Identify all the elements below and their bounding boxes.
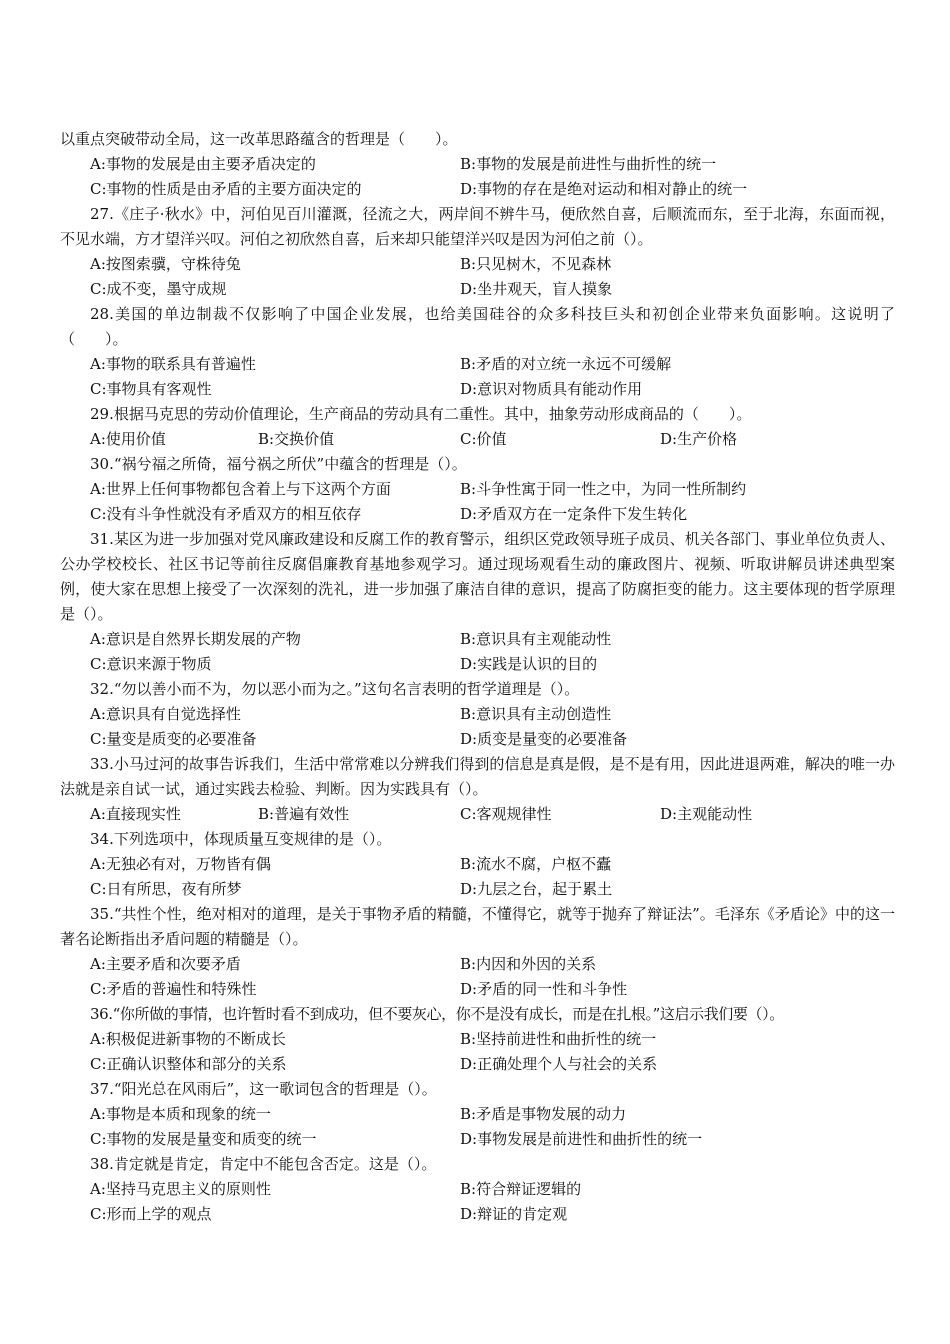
question-text: 31.某区为进一步加强对党风廉政建设和反腐工作的教育警示，组织区党政领导班子成员、机关各部门、事业单位负责人、公办学校校长、社区书记等前往反腐倡廉教育基地参观学习。通过现场观看生动的廉政图片、视频、听取讲解员讲述典型案例，使大家在思想上接受了一次深刻的洗礼，进一步加强了廉洁自律的意识，提高了防腐拒变的能力。这主要体现的哲学原理是（）。 — [60, 530, 895, 623]
question-35 — [60, 902, 895, 1002]
question-27 — [60, 202, 895, 302]
option-d: D:坐井观天，盲人摸象 — [460, 280, 613, 298]
option-a: A:积极促进新事物的不断成长 — [90, 1030, 286, 1048]
option-c: C:日有所思，夜有所梦 — [90, 880, 242, 898]
option-c: C:形而上学的观点 — [90, 1205, 212, 1223]
question-text: 33.小马过河的故事告诉我们，生活中常常难以分辨我们得到的信息是真是假，是不是有用，因此进退两难，解决的唯一办法就是亲自试一试，通过实践去检验、判断。因为实践具有（）。 — [60, 755, 895, 798]
option-d: D:矛盾双方在一定条件下发生转化 — [460, 505, 688, 523]
option-a: A:坚持马克思主义的原则性 — [90, 1180, 271, 1198]
option-row — [60, 1202, 895, 1227]
option-row — [60, 852, 895, 877]
option-b: B:斗争性寓于同一性之中，为同一性所制约 — [460, 480, 747, 498]
option-row — [60, 1127, 895, 1152]
option-d: D:矛盾的同一性和斗争性 — [460, 980, 628, 998]
option-b: B:意识具有主观能动性 — [460, 630, 612, 648]
option-row — [60, 277, 895, 302]
option-c: C:事物的性质是由矛盾的主要方面决定的 — [90, 180, 362, 198]
option-a: A:事物的联系具有普遍性 — [90, 355, 256, 373]
option-a: A:直接现实性 — [90, 805, 181, 823]
option-b: B:矛盾的对立统一永远不可缓解 — [460, 355, 672, 373]
option-d: D:事物的存在是绝对运动和相对静止的统一 — [460, 180, 748, 198]
option-a: A:事物是本质和现象的统一 — [90, 1105, 271, 1123]
question-38 — [60, 1152, 895, 1227]
question-33 — [60, 752, 895, 827]
option-row — [60, 177, 895, 202]
option-row — [60, 652, 895, 677]
option-a: A:按图索骥，守株待兔 — [90, 255, 241, 273]
option-a: A:事物的发展是由主要矛盾决定的 — [90, 155, 316, 173]
option-d: D:实践是认识的目的 — [460, 655, 598, 673]
question-34 — [60, 827, 895, 902]
option-c: C:意识来源于物质 — [90, 655, 212, 673]
question-text: 以重点突破带动全局，这一改革思路蕴含的哲理是（ ）。 — [60, 130, 458, 148]
question-26-continued — [60, 127, 895, 202]
question-37 — [60, 1077, 895, 1152]
option-d: D:意识对物质具有能动作用 — [460, 380, 643, 398]
option-c: C:正确认识整体和部分的关系 — [90, 1055, 287, 1073]
question-text: 36.“你所做的事情，也许暂时看不到成功，但不要灰心，你不是没有成长，而是在扎根。”这启示我们要（）。 — [90, 1005, 784, 1023]
option-row — [60, 427, 895, 452]
option-row — [60, 502, 895, 527]
option-a: A:主要矛盾和次要矛盾 — [90, 955, 241, 973]
option-row — [60, 1102, 895, 1127]
option-row — [60, 252, 895, 277]
option-b: B:流水不腐，户枢不蠹 — [460, 855, 612, 873]
option-b: B:符合辩证逻辑的 — [460, 1180, 582, 1198]
question-text: 37.“阳光总在风雨后”，这一歌词包含的哲理是（）。 — [90, 1080, 437, 1098]
question-30 — [60, 452, 895, 527]
option-row — [60, 1177, 895, 1202]
option-row — [60, 977, 895, 1002]
question-text: 35.“共性个性，绝对相对的道理，是关于事物矛盾的精髓，不懂得它，就等于抛弃了辩证法”。毛泽东《矛盾论》中的这一著名论断指出矛盾问题的精髓是（）。 — [60, 905, 895, 948]
question-text: 29.根据马克思的劳动价值理论，生产商品的劳动具有二重性。其中，抽象劳动形成商品的（ ）。 — [90, 405, 752, 423]
option-c: C:事物的发展是量变和质变的统一 — [90, 1130, 317, 1148]
option-a: A:意识具有自觉选择性 — [90, 705, 241, 723]
option-a: A:使用价值 — [90, 430, 166, 448]
question-32 — [60, 677, 895, 752]
question-36 — [60, 1002, 895, 1077]
question-text: 32.“勿以善小而不为，勿以恶小而为之。”这句名言表明的哲学道理是（）。 — [90, 680, 580, 698]
option-a: A:无独必有对，万物皆有偶 — [90, 855, 271, 873]
option-row — [60, 727, 895, 752]
option-d: D:主观能动性 — [660, 805, 753, 823]
option-b: B:只见树木，不见森林 — [460, 255, 612, 273]
question-29 — [60, 402, 895, 452]
option-c: C:量变是质变的必要准备 — [90, 730, 257, 748]
option-row — [60, 952, 895, 977]
question-text: 27.《庄子·秋水》中，河伯见百川灌溉，径流之大，两岸间不辨牛马，便欣然自喜，后顺流而东，至于北海，东面而视，不见水端，方才望洋兴叹。河伯之初欣然自喜，后来却只能望洋兴叹是因为河伯之前（）。 — [60, 205, 895, 248]
option-b: B:意识具有主动创造性 — [460, 705, 612, 723]
question-text: 38.肯定就是肯定，肯定中不能包含否定。这是（）。 — [90, 1155, 437, 1173]
option-row — [60, 877, 895, 902]
option-row — [60, 1052, 895, 1077]
option-c: C:客观规律性 — [460, 805, 552, 823]
option-c: C:事物具有客观性 — [90, 380, 212, 398]
option-d: D:生产价格 — [660, 430, 738, 448]
option-a: A:意识是自然界长期发展的产物 — [90, 630, 301, 648]
option-c: C:价值 — [460, 430, 507, 448]
option-d: D:辩证的肯定观 — [460, 1205, 568, 1223]
question-text: 34.下列选项中，体现质量互变规律的是（）。 — [90, 830, 392, 848]
question-31 — [60, 527, 895, 677]
option-b: B:矛盾是事物发展的动力 — [460, 1105, 627, 1123]
option-row — [60, 477, 895, 502]
option-row — [60, 377, 895, 402]
option-b: B:坚持前进性和曲折性的统一 — [460, 1030, 657, 1048]
option-d: D:正确处理个人与社会的关系 — [460, 1055, 658, 1073]
option-row — [60, 152, 895, 177]
question-28 — [60, 302, 895, 402]
option-b: B:内因和外因的关系 — [460, 955, 597, 973]
option-c: C:成不变，墨守成规 — [90, 280, 227, 298]
option-c: C:没有斗争性就没有矛盾双方的相互依存 — [90, 505, 362, 523]
option-b: B:交换价值 — [258, 430, 335, 448]
option-row — [60, 352, 895, 377]
option-b: B:普遍有效性 — [258, 805, 350, 823]
option-b: B:事物的发展是前进性与曲折性的统一 — [460, 155, 717, 173]
option-row — [60, 1027, 895, 1052]
option-d: D:质变是量变的必要准备 — [460, 730, 628, 748]
question-text: 30.“祸兮福之所倚，福兮祸之所伏”中蕴含的哲理是（）。 — [90, 455, 467, 473]
option-d: D:九层之台，起于累土 — [460, 880, 613, 898]
option-row — [60, 802, 895, 827]
page-content — [60, 127, 895, 1227]
question-text: 28.美国的单边制裁不仅影响了中国企业发展，也给美国硅谷的众多科技巨头和初创企业带来负面影响。这说明了（ ）。 — [60, 305, 895, 348]
option-a: A:世界上任何事物都包含着上与下这两个方面 — [90, 480, 391, 498]
option-c: C:矛盾的普遍性和特殊性 — [90, 980, 257, 998]
option-d: D:事物发展是前进性和曲折性的统一 — [460, 1130, 703, 1148]
option-row — [60, 702, 895, 727]
option-row — [60, 627, 895, 652]
